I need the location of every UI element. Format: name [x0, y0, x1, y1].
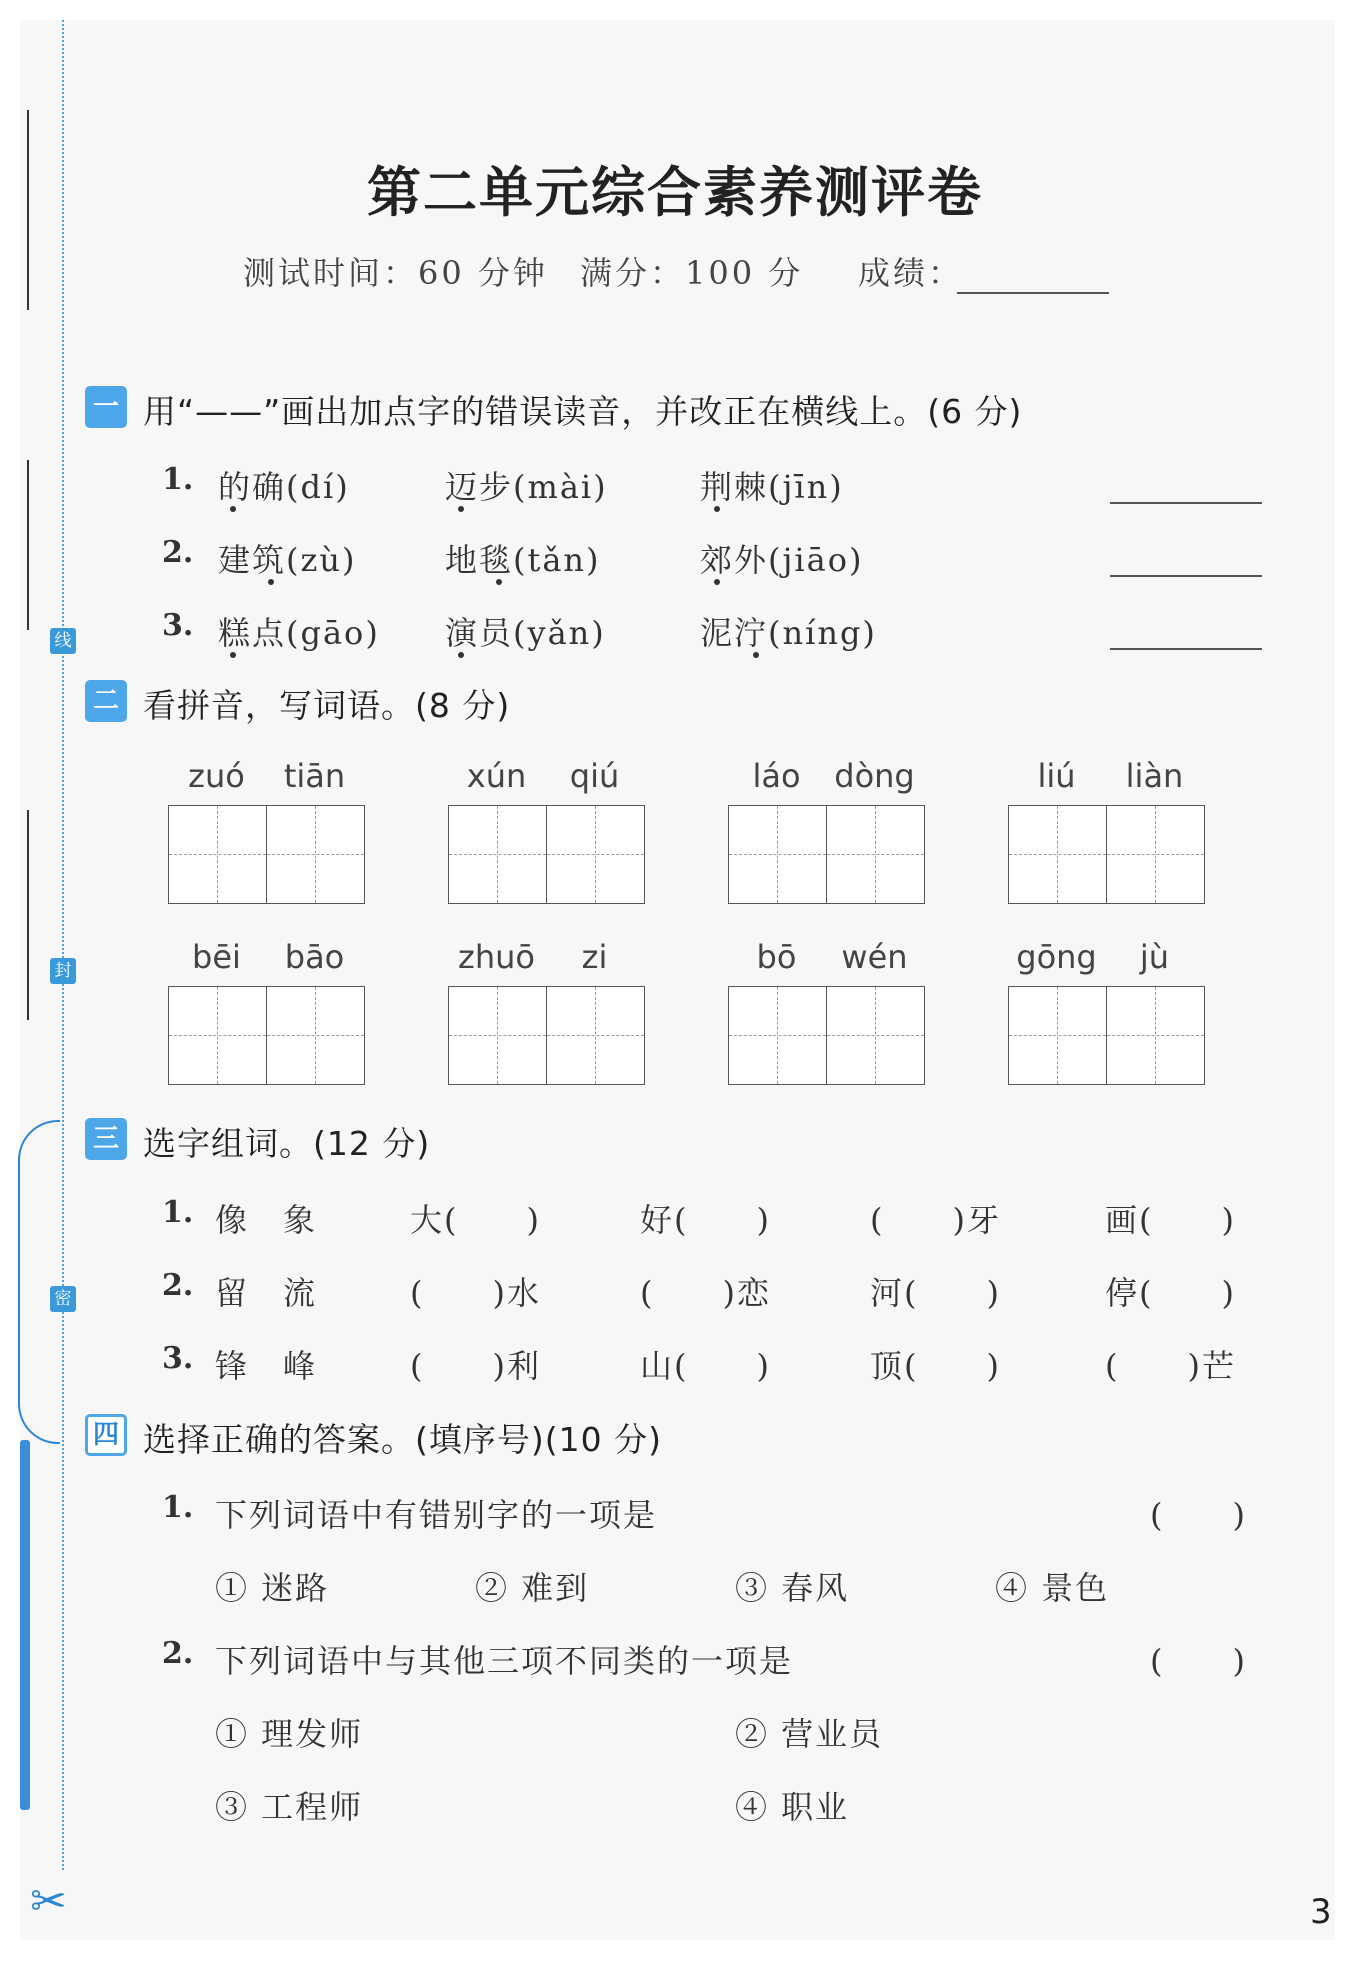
- section-3-title: 选字组词。(12 分): [143, 1124, 431, 1163]
- word-item: 糕点(gāo): [218, 614, 380, 652]
- option-item: ② 难到: [475, 1569, 590, 1607]
- section-1-title: 用“——”画出加点字的错误读音，并改正在横线上。(6 分): [143, 392, 1023, 431]
- option-item: ④ 职业: [735, 1788, 850, 1826]
- writing-grid-box[interactable]: [826, 805, 925, 904]
- pinyin-label: liàn: [1125, 757, 1184, 795]
- section-4-title: 选择正确的答案。(填序号)(10 分): [143, 1420, 662, 1459]
- pinyin-label: dòng: [834, 757, 915, 795]
- writing-grid-box[interactable]: [546, 986, 645, 1085]
- section-4-badge: 四: [85, 1414, 127, 1456]
- char-pair: 像 象: [215, 1201, 318, 1239]
- pinyin-label: zuó: [188, 757, 245, 795]
- pinyin-label: jù: [1139, 938, 1170, 976]
- fill-item[interactable]: 大( ): [410, 1201, 541, 1239]
- binding-fold-tag: 密: [50, 1286, 76, 1312]
- fill-item[interactable]: ( )恋: [640, 1274, 771, 1312]
- row-number: 1.: [162, 462, 194, 497]
- question-number: 1.: [162, 1490, 194, 1525]
- emphasis-dot: [268, 579, 274, 585]
- answer-paren[interactable]: ( ): [1150, 1496, 1247, 1534]
- emphasis-dot: [496, 579, 502, 585]
- answer-paren[interactable]: ( ): [1150, 1642, 1247, 1680]
- test-time: 测试时间：60 分钟: [243, 254, 548, 292]
- binding-line-tag: 线: [50, 628, 76, 654]
- fill-item[interactable]: ( )水: [410, 1274, 541, 1312]
- question-number: 2.: [162, 1636, 194, 1671]
- word-item: 迈步(mài): [445, 468, 608, 506]
- question-text: 下列词语中有错别字的一项是: [215, 1496, 658, 1534]
- page-title: 第二单元综合素养测评卷: [367, 160, 983, 224]
- row-number: 3.: [162, 1341, 194, 1376]
- row-number: 3.: [162, 608, 194, 643]
- full-score: 满分：100 分: [580, 254, 804, 292]
- section-3-badge: 三: [85, 1118, 127, 1160]
- char-pair: 锋 峰: [215, 1347, 318, 1385]
- fill-item[interactable]: 顶( ): [870, 1347, 1001, 1385]
- fill-item[interactable]: 画( ): [1105, 1201, 1236, 1239]
- pinyin-label: bō: [756, 938, 797, 976]
- emphasis-dot: [714, 506, 720, 512]
- word-item: 演员(yǎn): [445, 614, 606, 652]
- writing-grid-box[interactable]: [448, 805, 547, 904]
- binding-edge-arc: [18, 1120, 60, 1444]
- emphasis-dot: [458, 652, 464, 658]
- pinyin-label: gōng: [1016, 938, 1097, 976]
- pinyin-label: qiú: [569, 757, 620, 795]
- writing-grid-box[interactable]: [826, 986, 925, 1085]
- pinyin-label: zhuō: [458, 938, 535, 976]
- binding-seal-tag: 封: [50, 958, 76, 984]
- writing-grid-box[interactable]: [168, 986, 267, 1085]
- writing-grid-box[interactable]: [728, 986, 827, 1085]
- pinyin-label: zi: [581, 938, 608, 976]
- answer-line[interactable]: [1110, 648, 1262, 650]
- word-item: 荆棘(jīn): [700, 468, 844, 506]
- section-1-badge: 一: [85, 386, 127, 428]
- option-item: ② 营业员: [735, 1715, 884, 1753]
- option-item: ① 迷路: [215, 1569, 330, 1607]
- fill-item[interactable]: ( )利: [410, 1347, 541, 1385]
- word-item: 泥泞(níng): [700, 614, 877, 652]
- writing-grid-box[interactable]: [1008, 986, 1107, 1085]
- row-number: 1.: [162, 1195, 194, 1230]
- binding-edge-line: [27, 810, 29, 1020]
- writing-grid-box[interactable]: [448, 986, 547, 1085]
- pinyin-label: bāo: [284, 938, 345, 976]
- writing-grid-box[interactable]: [168, 805, 267, 904]
- word-item: 的确(dí): [218, 468, 350, 506]
- emphasis-dot: [753, 652, 759, 658]
- option-item: ③ 春风: [735, 1569, 850, 1607]
- writing-grid-box[interactable]: [266, 805, 365, 904]
- row-number: 2.: [162, 1268, 194, 1303]
- fill-item[interactable]: 好( ): [640, 1201, 771, 1239]
- writing-grid-box[interactable]: [1106, 805, 1205, 904]
- option-item: ③ 工程师: [215, 1788, 364, 1826]
- word-item: 郊外(jiāo): [700, 541, 864, 579]
- option-item: ① 理发师: [215, 1715, 364, 1753]
- emphasis-dot: [714, 579, 720, 585]
- pinyin-label: bēi: [192, 938, 241, 976]
- pinyin-label: xún: [466, 757, 527, 795]
- answer-line[interactable]: [1110, 502, 1262, 504]
- emphasis-dot: [230, 652, 236, 658]
- char-pair: 留 流: [215, 1274, 318, 1312]
- scissors-icon: ✂: [30, 1876, 67, 1927]
- writing-grid-box[interactable]: [728, 805, 827, 904]
- pinyin-label: wén: [841, 938, 908, 976]
- score-input-line[interactable]: [957, 292, 1109, 294]
- pinyin-label: liú: [1037, 757, 1076, 795]
- section-2-title: 看拼音，写词语。(8 分): [143, 686, 511, 725]
- section-2-badge: 二: [85, 680, 127, 722]
- emphasis-dot: [230, 506, 236, 512]
- fill-item[interactable]: 山( ): [640, 1347, 771, 1385]
- word-item: 建筑(zù): [218, 541, 357, 579]
- pinyin-label: láo: [752, 757, 801, 795]
- writing-grid-box[interactable]: [1106, 986, 1205, 1085]
- binding-dotted-line: [62, 20, 64, 1870]
- writing-grid-box[interactable]: [266, 986, 365, 1085]
- row-number: 2.: [162, 535, 194, 570]
- binding-edge-line: [27, 460, 29, 630]
- fill-item[interactable]: 停( ): [1105, 1274, 1236, 1312]
- writing-grid-box[interactable]: [546, 805, 645, 904]
- option-item: ④ 景色: [995, 1569, 1110, 1607]
- writing-grid-box[interactable]: [1008, 805, 1107, 904]
- pinyin-label: tiān: [283, 757, 346, 795]
- fill-item[interactable]: 河( ): [870, 1274, 1001, 1312]
- emphasis-dot: [458, 506, 464, 512]
- page-number: 3: [1310, 1892, 1332, 1932]
- binding-blue-bar: [20, 1440, 30, 1810]
- fill-item[interactable]: ( )芒: [1105, 1347, 1236, 1385]
- fill-item[interactable]: ( )牙: [870, 1201, 1001, 1239]
- question-text: 下列词语中与其他三项不同类的一项是: [215, 1642, 794, 1680]
- answer-line[interactable]: [1110, 575, 1262, 577]
- score-label: 成绩：: [858, 254, 964, 292]
- word-item: 地毯(tǎn): [445, 541, 601, 579]
